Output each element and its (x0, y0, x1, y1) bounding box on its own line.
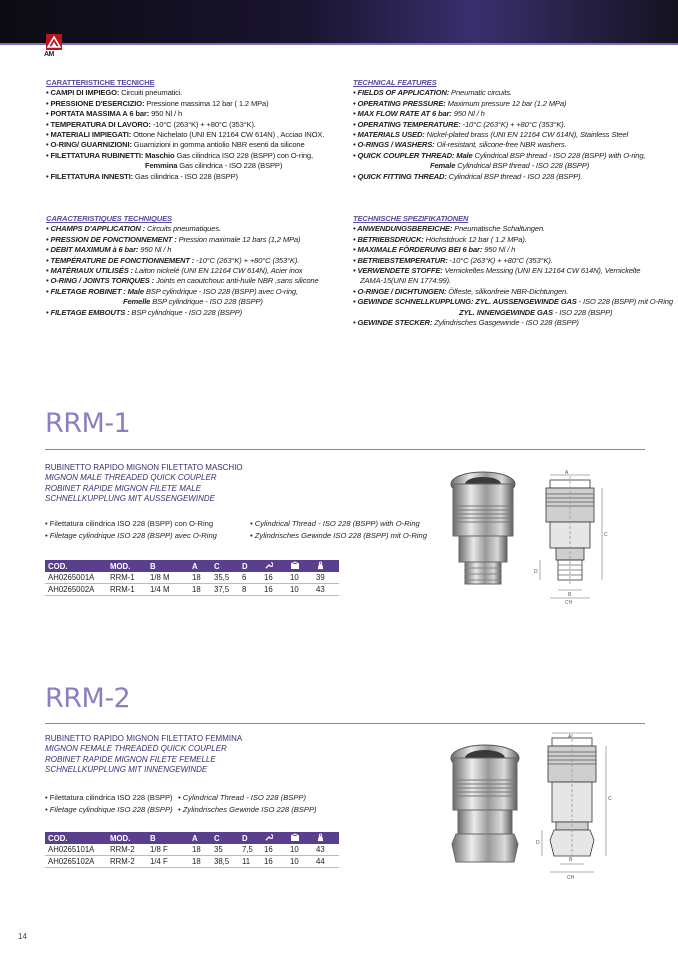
spec-value: Maximum pressure 12 bar (1.2 MPa) (445, 98, 567, 108)
spec-key: • FILETAGE ROBINET : (46, 286, 126, 296)
spec-row (353, 235, 673, 245)
spec-value: Oil-resistant, silicone-free NBR washers. (434, 140, 567, 150)
table-header-cell: MOD. (107, 560, 147, 572)
table-cell: 6 (239, 572, 261, 584)
spec-heading: CARACTERISTIQUES TECHNIQUES (46, 214, 172, 223)
spec-key: • O-RINGS / WASHERS: (353, 140, 435, 150)
spec-value: Pneumatic circuits. (449, 88, 512, 98)
table-cell: RRM-2 (107, 856, 147, 868)
table-cell: 1/8 F (147, 844, 189, 856)
spec-key: • GEWINDE STECKER: (353, 318, 433, 328)
table-cell: 18 (189, 572, 211, 584)
table-row (45, 844, 339, 856)
box-icon (290, 835, 300, 844)
rrm1-product-photo (437, 470, 531, 588)
spec-row (46, 88, 324, 98)
table-cell: 43 (313, 584, 339, 596)
spec-row (353, 140, 645, 150)
spec-key: • OPERATING TEMPERATURE: (353, 119, 461, 129)
specs-english (353, 78, 645, 182)
spec-key: • FILETTATURA RUBINETTI: (46, 150, 144, 160)
spec-key: Femelle (123, 297, 151, 307)
spec-value: 950 Nl / h (482, 245, 516, 255)
feature-line: • Cylindrical Thread - ISO 228 (BSPP) with O-Ring (250, 519, 420, 528)
spec-key: • TEMPÉRATURE DE FONCTIONNEMENT : (46, 255, 195, 265)
spec-row (353, 224, 673, 234)
table-header-cell (261, 560, 287, 572)
table-cell: AH0265101A (45, 844, 107, 856)
spec-key: • PRESSIONE D'ESERCIZIO: (46, 98, 145, 108)
spec-value: 950 Nl / h (451, 109, 485, 119)
spec-key: • PRESSION DE FONCTIONNEMENT : (46, 234, 177, 244)
spec-key: Female (430, 161, 456, 171)
product-features-right (178, 792, 317, 816)
feature-line: • Cylindrical Thread - ISO 228 (BSPP) (178, 793, 306, 802)
spec-value: -10°C (263°K) + +80°C (353°K). (194, 255, 300, 265)
feature-line: • Filettatura cilindrica ISO 228 (BSPP) (45, 793, 173, 802)
spec-row (353, 99, 645, 109)
table-row (45, 856, 339, 868)
dim-label: B (568, 592, 572, 598)
spec-value: Vernickeltes Messing (UNI EN 12164 CW 614N), Vernickelte (442, 266, 641, 276)
spec-key: • MAXIMALE FÖRDERUNG BEI 6 bar: (353, 245, 483, 255)
spec-key: • MATERIALS USED: (353, 130, 425, 140)
spec-value: Höchstdruck 12 bar ( 1.2 MPa). (423, 234, 527, 244)
spec-row (46, 256, 319, 266)
table-cell: 35 (211, 844, 239, 856)
table-cell: AH0265102A (45, 856, 107, 868)
rrm1-technical-drawing (528, 470, 632, 608)
spec-key: • O-RING/ GUARNIZIONI: (46, 140, 132, 150)
spec-key: ZYL. INNENGEWINDE GAS (459, 307, 553, 317)
spec-row (46, 235, 319, 245)
specs-french (46, 214, 319, 318)
spec-value: Pressione massima 12 bar ( 1.2 MPa) (144, 98, 269, 108)
wrench-icon (264, 563, 273, 572)
dim-label: CH (567, 875, 575, 880)
spec-row (46, 130, 324, 140)
spec-row (353, 88, 645, 98)
spec-row (46, 109, 324, 119)
rrm2-technical-drawing (528, 730, 632, 880)
spec-value: -10°C (263°K) + +80°C (353°K). (447, 255, 553, 265)
table-header-cell: COD. (45, 832, 107, 844)
header-rule (0, 43, 678, 45)
table-header-cell: A (189, 832, 211, 844)
spec-key: • MATÉRIAUX UTILISÉS : (46, 266, 133, 276)
table-header-cell (287, 560, 313, 572)
spec-value: Circuiti pneumatici. (119, 88, 183, 98)
product-title: RRM-2 (45, 683, 131, 714)
description-line: RUBINETTO RAPIDO MIGNON FILETTATO MASCHIO (45, 463, 243, 472)
table-cell: 16 (261, 844, 287, 856)
spec-value: Circuits pneumatiques. (145, 224, 221, 234)
table-cell: AH0265002A (45, 584, 107, 596)
table-cell: 16 (261, 856, 287, 868)
table-cell: 10 (287, 584, 313, 596)
product-description (45, 463, 243, 505)
spec-key: • O-RINGE / DICHTUNGEN: (353, 286, 447, 296)
feature-line: • Zylindrisches Gewinde ISO 228 (BSPP) mit O-Ring (250, 531, 427, 540)
product-code-table (45, 832, 339, 868)
table-header-cell (261, 832, 287, 844)
table-header-cell: A (189, 560, 211, 572)
table-header-cell (287, 832, 313, 844)
description-line: ROBINET RAPIDE MIGNON FILETE MALE (45, 483, 202, 493)
spec-row (46, 287, 319, 297)
description-line: MIGNON MALE THREADED QUICK COUPLER (45, 473, 217, 483)
feature-line: • Filetage cylindrique ISO 228 (BSPP) avec O-Ring (45, 531, 217, 540)
table-row (45, 572, 339, 584)
table-cell: 43 (313, 844, 339, 856)
spec-value: Ottone Nichelato (UNI EN 12164 CW 614N) , Acciao INOX. (131, 130, 325, 140)
spec-value: Gas cilindrica ISO 228 (BSPP) con O-ring, (174, 150, 313, 160)
table-cell: RRM-2 (107, 844, 147, 856)
table-cell: 16 (261, 572, 287, 584)
spec-row (46, 308, 319, 318)
spec-row (353, 256, 673, 266)
table-cell: 18 (189, 856, 211, 868)
spec-value: Cylindrical BSP thread - ISO 228 (BSPP) (455, 161, 590, 171)
table-cell: 37,5 (211, 584, 239, 596)
spec-value: Gas cilindrica - ISO 228 (BSPP) (177, 161, 283, 171)
spec-row (46, 140, 324, 150)
spec-value: Guarnizioni in gomma antiolio NBR esenti da silicone (131, 140, 305, 150)
header-banner (0, 0, 678, 44)
spec-row: ZAMA-15(UNI EN 1774:99). (360, 276, 451, 286)
spec-value: - ISO 228 (BSPP) mit O-Ring (576, 297, 673, 307)
spec-row (353, 308, 673, 318)
spec-heading: TECHNICAL FEATURES (353, 78, 437, 87)
spec-row (353, 297, 673, 307)
spec-value: BSP cylindrique - ISO 228 (BSPP) (150, 297, 263, 307)
spec-key: Male (454, 150, 473, 160)
spec-value: Laiton nickelé (UNI EN 12164 CW 614N), Acier inox (132, 266, 303, 276)
table-cell: 18 (189, 844, 211, 856)
spec-key: • O-RING / JOINTS TORIQUES : (46, 276, 155, 286)
spec-value: Gas cilindrica - ISO 228 (BSPP) (132, 171, 238, 181)
spec-key: • BETRIEBSTEMPERATUR: (353, 255, 448, 265)
spec-value: BSP cylindrique - ISO 228 (BSPP) avec O-ring, (143, 286, 298, 296)
dim-label: A (568, 734, 572, 740)
spec-row (353, 318, 673, 328)
dim-label: D (534, 569, 538, 575)
specs-german (353, 214, 673, 328)
table-header-cell: B (147, 560, 189, 572)
feature-line: • Filetage cylindrique ISO 228 (BSPP) (45, 805, 173, 814)
spec-key: Male (125, 286, 144, 296)
product-title: RRM-1 (45, 408, 131, 439)
table-header-cell: C (211, 560, 239, 572)
brand-logo-icon (46, 34, 62, 50)
spec-key: • DEBIT MAXIMUM à 6 bar: (46, 245, 139, 255)
section-divider (45, 449, 645, 450)
spec-row (353, 120, 645, 130)
wrench-icon (264, 835, 273, 844)
spec-row (46, 245, 319, 255)
spec-value: Cylindrical BSP thread - ISO 228 (BSPP) with O-ring, (472, 150, 646, 160)
table-cell: 1/4 F (147, 856, 189, 868)
table-cell: 10 (287, 572, 313, 584)
spec-row (46, 172, 324, 182)
spec-key: • OPERATING PRESSURE: (353, 98, 446, 108)
spec-row (353, 266, 673, 276)
brand-logo-letters: AM (44, 51, 54, 58)
table-header-cell: D (239, 560, 261, 572)
product-description (45, 734, 242, 776)
product-features-right (250, 518, 427, 542)
weight-icon (316, 835, 325, 844)
spec-row (353, 245, 673, 255)
spec-key: • QUICK COUPLER THREAD: (353, 150, 455, 160)
weight-icon (316, 563, 325, 572)
table-header-cell: COD. (45, 560, 107, 572)
dim-label: C (608, 796, 612, 802)
spec-row (353, 130, 645, 140)
spec-key: Maschio (143, 150, 175, 160)
product-features-left (45, 518, 217, 542)
spec-row (46, 99, 324, 109)
spec-row (353, 109, 645, 119)
spec-value: Zylindrisches Gasgewinde - ISO 228 (BSPP) (432, 318, 579, 328)
feature-line: • Filettatura cilindrica ISO 228 (BSPP) con O-Ring (45, 519, 214, 528)
table-cell: RRM-1 (107, 572, 147, 584)
product-code-table (45, 560, 339, 596)
table-cell: 11 (239, 856, 261, 868)
table-header-row (45, 832, 339, 844)
spec-row (353, 151, 645, 161)
table-row (45, 584, 339, 596)
feature-line: • Zylindrisches Gewinde ISO 228 (BSPP) (178, 805, 317, 814)
spec-value: - ISO 228 (BSPP) (552, 307, 613, 317)
spec-row (46, 224, 319, 234)
section-divider (45, 723, 645, 724)
spec-key: • MATERIALI IMPIEGATI: (46, 130, 132, 140)
table-header-cell: MOD. (107, 832, 147, 844)
dim-label: CH (565, 600, 573, 606)
spec-key: • GEWINDE SCHNELLKUPPLUNG: (353, 297, 474, 307)
description-line: ROBINET RAPIDE MIGNON FILETE FEMELLE (45, 754, 216, 764)
spec-value: Cylindrical BSP thread - ISO 228 (BSPP). (446, 171, 583, 181)
spec-value: Nickel-plated brass (UNI EN 12164 CW 614N), Stainless Steel (424, 130, 628, 140)
table-cell: 1/4 M (147, 584, 189, 596)
spec-key: Femmina (145, 161, 178, 171)
dim-label: A (565, 470, 569, 476)
description-line: SCHNELLKUPPLUNG MIT AUSSENGEWINDE (45, 494, 215, 504)
box-icon (290, 563, 300, 572)
spec-key: • MAX FLOW RATE AT 6 bar: (353, 109, 452, 119)
spec-key: • PORTATA MASSIMA A 6 bar: (46, 109, 150, 119)
spec-value: BSP cylindrique - ISO 228 (BSPP) (129, 307, 242, 317)
spec-heading: CARATTERISTICHE TECNICHE (46, 78, 155, 87)
spec-value: 950 Nl / h (149, 109, 183, 119)
table-header-cell: B (147, 832, 189, 844)
spec-key: • VERWENDETE STOFFE: (353, 266, 443, 276)
spec-row (46, 120, 324, 130)
table-cell: 1/8 M (147, 572, 189, 584)
rrm2-product-photo (438, 742, 532, 866)
specs-italian (46, 78, 324, 182)
table-cell: 16 (261, 584, 287, 596)
spec-value: 950 Nl / h (138, 245, 172, 255)
dim-label: B (569, 857, 573, 863)
spec-key: • CAMPI DI IMPIEGO: (46, 88, 120, 98)
spec-heading: TECHNISCHE SPEZIFIKATIONEN (353, 214, 469, 223)
spec-key: • CHAMPS D'APPLICATION : (46, 224, 146, 234)
table-cell: 18 (189, 584, 211, 596)
product-features-left (45, 792, 173, 816)
table-cell: AH0265001A (45, 572, 107, 584)
table-cell: 7,5 (239, 844, 261, 856)
page-number: 14 (18, 932, 27, 941)
dim-label: C (604, 532, 608, 538)
spec-row (353, 287, 673, 297)
table-cell: 8 (239, 584, 261, 596)
table-header-cell (313, 560, 339, 572)
table-cell: RRM-1 (107, 584, 147, 596)
spec-key: • TEMPERATURA DI LAVORO: (46, 119, 151, 129)
spec-row (353, 172, 645, 182)
brand-logo (44, 34, 64, 60)
spec-key: • QUICK FITTING THREAD: (353, 171, 447, 181)
spec-key: • FILETAGE EMBOUTS : (46, 307, 130, 317)
spec-key: • ANWENDUNGSBEREICHE: (353, 224, 453, 234)
table-cell: 38,5 (211, 856, 239, 868)
spec-value: Pneumatische Schaltungen. (452, 224, 545, 234)
table-cell: 10 (287, 844, 313, 856)
table-header-cell: D (239, 832, 261, 844)
spec-value: Joints en caoutchouc anti-huile NBR ,sans silicone (154, 276, 319, 286)
spec-key: ZYL. AUSSENGEWINDE GAS (473, 297, 577, 307)
table-header-cell: C (211, 832, 239, 844)
table-cell: 44 (313, 856, 339, 868)
dim-label: D (536, 840, 540, 846)
description-line: RUBINETTO RAPIDO MIGNON FILETTATO FEMMINA (45, 734, 243, 743)
table-cell: 39 (313, 572, 339, 584)
spec-row (46, 297, 319, 307)
spec-value: Pression maximale 12 bars (1,2 MPa) (176, 234, 301, 244)
spec-row (46, 266, 319, 276)
spec-row (46, 161, 324, 171)
table-cell: 10 (287, 856, 313, 868)
spec-row (46, 276, 319, 286)
spec-row (353, 161, 645, 171)
spec-value: Ölfeste, silikonfreie NBR-Dichtungen. (446, 286, 569, 296)
table-cell: 35,5 (211, 572, 239, 584)
table-header-row (45, 560, 339, 572)
spec-key: • FIELDS OF APPLICATION: (353, 88, 450, 98)
spec-key: • BETRIEBSDRUCK: (353, 234, 424, 244)
table-header-cell (313, 832, 339, 844)
description-line: SCHNELLKUPPLUNG MIT INNENGEWINDE (45, 765, 208, 775)
spec-key: • FILETTATURA INNESTI: (46, 171, 133, 181)
spec-value: -10°C (263°K) + +80°C (353°K). (460, 119, 566, 129)
spec-value: -10°C (263°K) + +80°C (353°K). (150, 119, 256, 129)
description-line: MIGNON FEMALE THREADED QUICK COUPLER (45, 744, 227, 754)
spec-row (46, 151, 324, 161)
